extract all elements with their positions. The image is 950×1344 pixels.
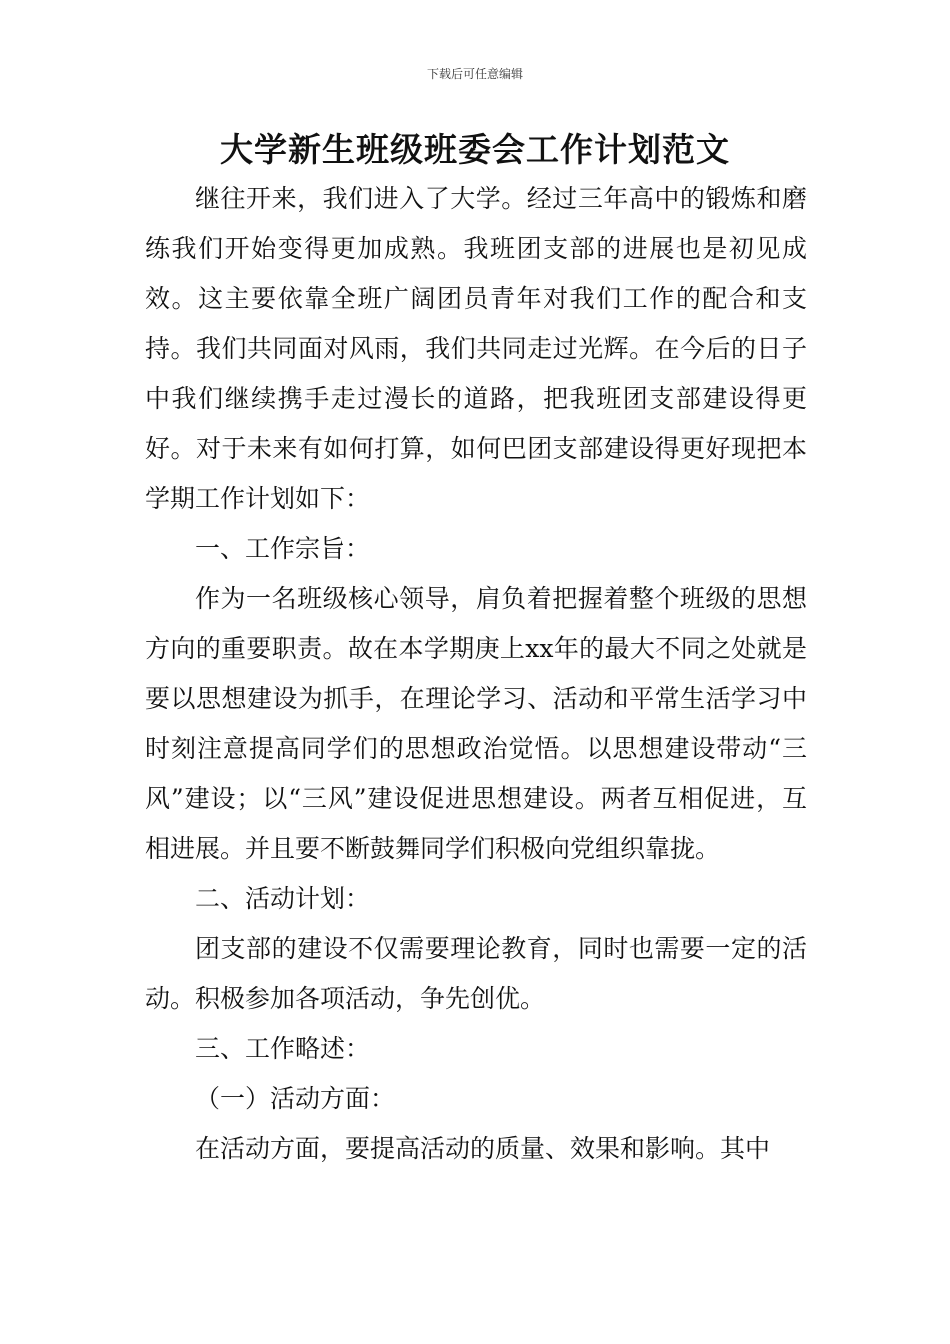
document-title: 大学新生班级班委会工作计划范文 [220,130,730,169]
page-header-note: 下载后可任意编辑 [426,67,523,81]
document-body [145,174,807,1174]
section-heading-work-overview: 三、工作略述： [195,1034,371,1063]
purpose-paragraph: 作为一名班级核心领导，肩负着把握着整个班级的思想方向的重要职责。故在本学期庚上xx年的最大不同之处就是要以思想建设为抓手，在理论学习、活动和平常生活学习中时刻注意提高同学们的思想政治觉悟。以思想建设带动“三风”建设；以“三风”建设促进思想建设。两者互相促进，互相进展。并且要不断鼓舞同学们积极向党组织靠拢。 [145,584,807,863]
section-heading-purpose: 一、工作宗旨： [195,534,371,563]
intro-paragraph: 继往开来，我们进入了大学。经过三年高中的锻炼和磨练我们开始变得更加成熟。我班团支部的进展也是初见成效。这主要依靠全班广阔团员青年对我们工作的配合和支持。我们共同面对风雨，我们共同走过光辉。在今后的日子中我们继续携手走过漫长的道路，把我班团支部建设得更好。对于未来有如何打算，如何巴团支部建设得更好现把本学期工作计划如下： [145,184,807,513]
subsection-heading-activities: （一）活动方面： [195,1084,396,1113]
activity-plan-paragraph: 团支部的建设不仅需要理论教育，同时也需要一定的活动。积极参加各项活动，争先创优。 [145,934,807,1013]
section-heading-activity-plan: 二、活动计划： [195,884,371,913]
activities-paragraph: 在活动方面，要提高活动的质量、效果和影响。其中 [195,1134,771,1163]
